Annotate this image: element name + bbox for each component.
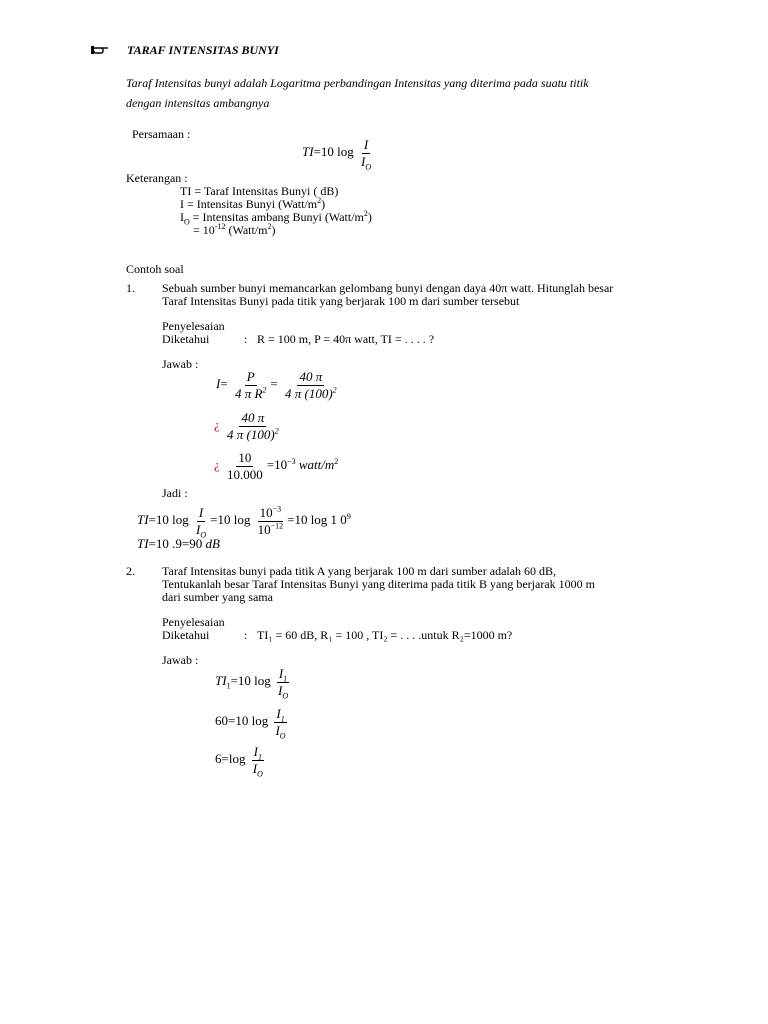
legend-io-value: [193, 224, 275, 236]
q1-final1-frac2: [256, 506, 286, 536]
pointing-hand-icon: [90, 44, 110, 58]
page-title: TARAF INTENSITAS BUNYI: [127, 43, 279, 57]
legend-val-close: ): [271, 223, 276, 237]
q1-step3-den: 10.000: [227, 466, 263, 482]
q1-step2-frac: [225, 411, 281, 441]
q2-step1-num: I: [278, 666, 284, 681]
legend-io-sub: O: [184, 217, 190, 227]
q2-step1-frac: [276, 666, 290, 701]
q2-step-2: [215, 706, 290, 741]
q2-step1-den: I: [278, 682, 283, 698]
legend-val-mid: (Watt/m: [225, 223, 268, 237]
q1-final1-rhs: =10 log 1 0: [287, 512, 347, 528]
definition-line-2: dengan intensitas ambangnya: [126, 96, 270, 110]
q1-step1-den2-sup: 2: [332, 385, 337, 395]
q1-step1-den1: 4 π R: [234, 385, 263, 401]
equation-fraction: [359, 137, 373, 172]
q2-known-label: Diketahui: [162, 628, 210, 642]
q1-line-1: Sebuah sumber bunyi memancarkan gelombang bunyi dengan daya 40π watt. Hitunglah besar: [162, 281, 614, 295]
legend-io-sup: 2: [363, 209, 368, 218]
q2-step2-lhs: 60: [215, 713, 228, 729]
q2-line-1: Taraf Intensitas bunyi pada titik A yang berjarak 100 m dari sumber adalah 60 dB,: [162, 564, 557, 578]
q1-conclusion-label: Jadi :: [162, 486, 188, 500]
q1-step3-mark: ¿: [214, 457, 220, 473]
equation-numerator: I: [363, 137, 369, 152]
q1-step3-unit-sup: 2: [334, 456, 339, 466]
legend-io-symbol: I: [180, 210, 184, 224]
legend-val-sup2: 2: [267, 222, 272, 231]
equation-eq: =10 log: [313, 144, 354, 160]
q1-step3-rhs: =10: [266, 457, 288, 473]
q1-final1-num: I: [198, 505, 204, 520]
legend-val-sup: -12: [214, 222, 226, 231]
legend-io-close: ): [367, 210, 372, 224]
q2-step1-lhs-sub: 1: [226, 681, 231, 691]
q1-step1-den2: 4 π (100): [285, 385, 333, 401]
equation-label: Persamaan :: [132, 127, 191, 141]
q1-answer-label: Jawab :: [162, 357, 199, 371]
q1-step1-num2: 40 π: [299, 369, 323, 384]
q1-step2-den: 4 π (100): [227, 426, 275, 442]
q1-step1-eq1: =: [220, 376, 228, 392]
q2-known-colon: :: [244, 628, 248, 642]
q1-step2-mark: ¿: [214, 417, 220, 433]
q2-step3-lhs: 6: [215, 751, 222, 767]
q1-step-3: [214, 451, 338, 481]
equation-lhs: TI: [302, 144, 314, 160]
q1-step3-frac: [225, 451, 265, 481]
q2-step1-den-sub: O: [282, 691, 289, 701]
q2-step2-frac: [273, 706, 287, 741]
legend-val-pre: = 10: [193, 223, 215, 237]
q1-step3-num: 10: [238, 450, 252, 465]
q1-final-2: [137, 537, 220, 550]
legend-ti: TI = Taraf Intensitas Bunyi ( dB): [180, 184, 339, 198]
legend-i-text: I = Intensitas Bunyi (Watt/m: [180, 197, 318, 211]
q1-step1-num1: P: [246, 369, 255, 384]
q2-step1-lhs: TI: [215, 673, 227, 689]
q1-known-label: Diketahui: [162, 332, 210, 346]
q1-step1-lhs: I: [216, 376, 221, 392]
q1-step-1: [216, 370, 341, 400]
q1-step1-den1-sup: 2: [262, 385, 267, 395]
q1-final1-den2: 10: [257, 521, 271, 537]
q2-step2-eq: =10 log: [228, 713, 269, 729]
q1-final1-den: I: [196, 521, 201, 537]
q1-step1-frac1: [233, 370, 268, 400]
q2-step3-frac: [251, 744, 265, 779]
q2-step3-num-sub: 1: [257, 752, 262, 762]
legend-i-sup: 2: [317, 196, 322, 205]
q1-final1-den2-sup: −12: [270, 521, 284, 531]
legend-i-close: ): [321, 197, 326, 211]
legend-heading: Keterangan :: [126, 171, 188, 185]
q2-step3-eq: =log: [221, 751, 246, 767]
definition-line-1: Taraf Intensitas bunyi adalah Logaritma perbandingan Intensitas yang diterima pada suatu titik: [126, 76, 589, 90]
q2-number: 2.: [126, 564, 135, 578]
q2-step2-num: I: [276, 706, 281, 721]
q2-step-3: [215, 744, 267, 779]
q2-step2-den-sub: O: [279, 731, 286, 741]
q2-known-values: TI₁ = 60 dB, R₁ = 100 , TI₂ = . . . .untuk R₂=1000 m?: [257, 628, 513, 642]
q2-step2-den: I: [275, 722, 280, 738]
q1-final2-rhs: =10 .9=90: [148, 536, 203, 551]
q2-step3-num: I: [253, 744, 258, 759]
equation-denominator: I: [361, 153, 366, 169]
q2-step3-den: I: [252, 760, 258, 776]
q1-step-2: [214, 411, 283, 441]
q2-solution-label: Penyelesaian: [162, 615, 225, 629]
q1-step2-den-sup: 2: [274, 426, 279, 436]
q1-final2-lhs: TI: [137, 536, 149, 551]
q2-step2-num-sub: 1: [280, 714, 285, 724]
q1-final1-num2: 10: [259, 505, 273, 520]
q1-step1-frac2: [283, 370, 339, 400]
q1-final1-frac1: [194, 505, 208, 540]
main-equation: [302, 137, 375, 172]
q1-final-1: [137, 504, 351, 540]
q1-step1-eq2: =: [270, 376, 278, 392]
q1-known-colon: :: [244, 332, 248, 346]
q1-final1-rhs-sup: 9: [346, 511, 351, 521]
q1-line-2: Taraf Intensitas Bunyi pada titik yang berjarak 100 m dari sumber tersebut: [162, 294, 520, 308]
q2-step1-num-sub: 1: [283, 674, 288, 684]
q1-step3-unit: watt/m: [295, 457, 335, 473]
q1-known-values: R = 100 m, P = 40π watt, TI = . . . . ?: [257, 332, 435, 346]
q1-final1-eq: =10 log: [148, 512, 189, 528]
q1-final1-num2-sup: −3: [272, 504, 282, 514]
q2-step-1: [215, 666, 292, 701]
q2-step1-eq: =10 log: [230, 673, 271, 689]
q2-step3-den-sub: O: [257, 769, 263, 779]
q2-line-3: dari sumber yang sama: [162, 590, 273, 604]
q1-solution-label: Penyelesaian: [162, 319, 225, 333]
legend-i: [180, 198, 325, 210]
q2-answer-label: Jawab :: [162, 653, 199, 667]
legend-io-text: = Intensitas ambang Bunyi (Watt/m: [189, 210, 364, 224]
q1-final1-lhs: TI: [137, 512, 149, 528]
q1-final2-unit: dB: [202, 536, 220, 551]
q1-number: 1.: [126, 281, 135, 295]
examples-heading: Contoh soal: [126, 262, 184, 276]
q1-final1-den-sub: O: [200, 530, 207, 540]
q2-line-2: Tentukanlah besar Taraf Intensitas Bunyi yang diterima pada titik B yang berjarak 1000 m: [162, 577, 595, 591]
equation-den-sub: O: [365, 162, 372, 172]
q1-final1-eq2: =10 log: [210, 512, 251, 528]
q1-step3-rhs-sup: −3: [287, 456, 296, 466]
q1-step2-num: 40 π: [241, 410, 265, 425]
